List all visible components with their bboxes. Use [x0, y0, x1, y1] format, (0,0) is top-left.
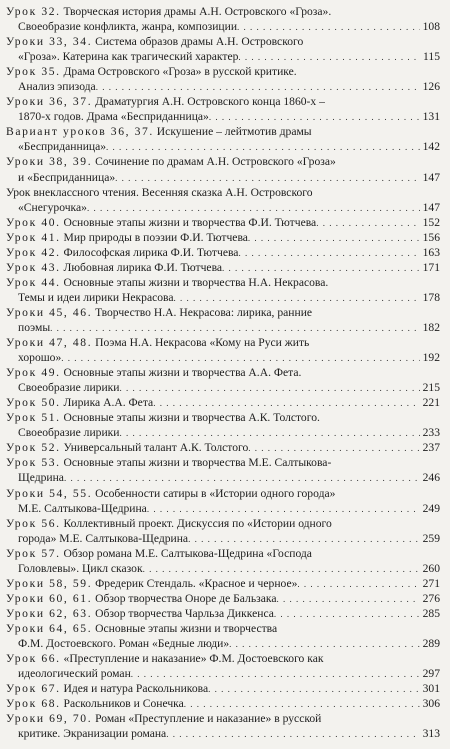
page-number: 108	[422, 20, 440, 34]
page-number: 260	[422, 561, 440, 575]
toc-entry	[6, 4, 440, 34]
page-number: 276	[422, 591, 440, 605]
toc-title-text: идеологический роман	[18, 667, 131, 681]
toc-title-text: Ф.М. Достоевского. Роман «Бедные люди»	[18, 636, 230, 650]
toc-line	[6, 260, 440, 275]
leader-dots	[229, 636, 420, 651]
toc-line	[6, 94, 440, 109]
toc-line	[6, 4, 440, 19]
toc-title-text: Раскольников и Сонечка	[63, 697, 184, 711]
lesson-label: Урок 53.	[6, 456, 61, 470]
toc-line	[6, 109, 440, 124]
lesson-label: Урок 32.	[6, 5, 61, 18]
toc-title-text: города» М.Е. Салтыкова-Щедрина	[18, 531, 189, 545]
toc-line	[6, 576, 440, 591]
toc-line	[6, 380, 440, 395]
toc-line	[6, 410, 440, 425]
toc-line	[6, 591, 440, 606]
toc-entry	[6, 365, 440, 395]
toc-entry	[6, 124, 440, 154]
toc-entry	[6, 651, 440, 681]
page-number: 313	[422, 727, 440, 741]
lesson-label: Урок 41.	[6, 230, 61, 244]
lesson-label: Урок 49.	[6, 366, 61, 380]
leader-dots	[87, 200, 420, 215]
toc-entry	[6, 395, 440, 410]
lesson-label: Уроки 38, 39.	[6, 155, 93, 169]
toc-entry	[6, 154, 440, 184]
toc-line	[6, 470, 440, 485]
leader-dots	[274, 606, 420, 621]
leader-dots	[153, 395, 420, 410]
toc-line	[6, 501, 440, 516]
toc-line	[6, 49, 440, 64]
page-number: 249	[422, 501, 440, 515]
toc-entry	[6, 606, 440, 621]
toc-line	[6, 486, 440, 501]
toc-entry	[6, 335, 440, 365]
toc-title-text: Поэма Н.А. Некрасова «Кому на Руси жить	[95, 336, 310, 350]
lesson-label: Урок 66.	[6, 652, 61, 666]
toc-title-text: «Гроза». Катерина как трагический характер	[18, 50, 239, 64]
toc-title-text: Философская лирика Ф.И. Тютчева	[63, 245, 239, 259]
toc-title-text: Обзор творчества Чарльза Диккенса	[95, 606, 274, 620]
lesson-label: Уроки 33, 34.	[6, 35, 93, 49]
toc-entry	[6, 591, 440, 606]
leader-dots	[238, 245, 420, 260]
lesson-label: Урок 35.	[6, 65, 61, 79]
lesson-label: Урок 68.	[6, 697, 61, 711]
toc-entry	[6, 576, 440, 591]
lesson-label: Уроки 62, 63.	[6, 606, 93, 620]
toc-title-text: Обзор романа М.Е. Салтыкова-Щедрина «Господа	[63, 546, 312, 560]
toc-line	[6, 320, 440, 335]
toc-line	[6, 711, 440, 726]
toc-entry	[6, 516, 440, 546]
toc-title-text: Роман «Преступление и наказание» в русской	[95, 712, 322, 726]
page-number: 126	[422, 80, 440, 94]
lesson-label: Уроки 58, 59.	[6, 576, 93, 590]
toc-title-text: Основные этапы жизни и творчества М.Е. Салтыкова-	[63, 456, 332, 470]
page-number: 289	[422, 636, 440, 650]
leader-dots	[120, 380, 420, 395]
page-number: 259	[422, 531, 440, 545]
toc-title-text: Анализ эпизода	[18, 80, 96, 94]
toc-title-text: Щедрина	[18, 471, 64, 485]
page-number: 147	[422, 170, 440, 184]
page-number: 297	[422, 667, 440, 681]
page-number: 221	[422, 396, 440, 410]
toc-title-text: Особенности сатиры в «Истории одного города»	[95, 486, 336, 500]
toc-entry	[6, 681, 440, 696]
toc-title-text: «Преступление и наказание» Ф.М. Достоевского как	[63, 652, 324, 666]
lesson-label: Урок 51.	[6, 411, 61, 425]
toc-title-text: хорошо»	[18, 351, 62, 365]
leader-dots	[131, 666, 420, 681]
lesson-label: Урок 42.	[6, 245, 61, 259]
lesson-label: Уроки 47, 48.	[6, 336, 93, 350]
page-number: 233	[422, 426, 440, 440]
toc-title-text: Творческая история драмы А.Н. Островского «Гроза».	[63, 5, 332, 18]
page-number: 115	[423, 50, 440, 64]
page-number: 147	[422, 200, 440, 214]
toc-entry	[6, 230, 440, 245]
page-number: 171	[422, 260, 440, 274]
toc-line	[6, 666, 440, 681]
toc-title-text: Сочинение по драмам А.Н. Островского «Гроза»	[95, 155, 336, 169]
leader-dots	[316, 215, 420, 230]
toc-line	[6, 139, 440, 154]
toc-entry	[6, 305, 440, 335]
toc-line	[6, 19, 440, 34]
toc-entry	[6, 275, 440, 305]
lesson-label: Урок 57.	[6, 546, 61, 560]
leader-dots	[222, 260, 420, 275]
toc-line	[6, 531, 440, 546]
lesson-label: Уроки 64, 65.	[6, 621, 93, 635]
page-number: 131	[422, 110, 440, 124]
toc-title-text: Драма Островского «Гроза» в русской критике.	[63, 65, 297, 79]
lesson-label: Урок 52.	[6, 441, 61, 455]
toc-entry	[6, 260, 440, 275]
leader-dots	[237, 19, 420, 34]
toc-line	[6, 621, 440, 636]
toc-line	[6, 154, 440, 169]
toc-title-text: «Бесприданница»	[18, 140, 107, 154]
toc-entry	[6, 215, 440, 230]
leader-dots	[50, 320, 420, 335]
toc-entry	[6, 410, 440, 440]
toc-entry	[6, 440, 440, 455]
lesson-label: Урок 67.	[6, 682, 61, 696]
toc-title-text: Обзор творчества Оноре де Бальзака	[95, 591, 277, 605]
page-number: 237	[422, 441, 440, 455]
lesson-label: Уроки 60, 61.	[6, 591, 93, 605]
toc-title-text: Идея и натура Раскольникова	[63, 682, 209, 696]
page-number: 271	[422, 576, 440, 590]
page-number: 285	[422, 606, 440, 620]
toc-entry	[6, 711, 440, 741]
toc-title-text: М.Е. Салтыкова-Щедрина	[18, 501, 147, 515]
leader-dots	[208, 681, 420, 696]
leader-dots	[166, 726, 420, 741]
leader-dots	[209, 109, 420, 124]
leader-dots	[188, 531, 420, 546]
toc-line	[6, 290, 440, 305]
leader-dots	[147, 501, 420, 516]
lesson-label: Уроки 45, 46.	[6, 305, 93, 319]
leader-dots	[184, 696, 420, 711]
leader-dots	[61, 350, 420, 365]
toc-entry	[6, 486, 440, 516]
toc-line	[6, 726, 440, 741]
toc-line	[6, 185, 440, 200]
page-number: 215	[422, 381, 440, 395]
leader-dots	[96, 79, 420, 94]
toc-line	[6, 440, 440, 455]
toc-line	[6, 34, 440, 49]
toc-entry	[6, 34, 440, 64]
toc-line	[6, 350, 440, 365]
toc-line	[6, 546, 440, 561]
toc-line	[6, 606, 440, 621]
lesson-label: Урок 56.	[6, 516, 61, 530]
toc-title-text: 1870-х годов. Драма «Бесприданница»	[18, 110, 209, 124]
leader-dots	[143, 561, 420, 576]
lesson-label: Уроки 54, 55.	[6, 486, 93, 500]
toc-line	[6, 305, 440, 320]
page-number: 301	[422, 682, 440, 696]
toc-line	[6, 275, 440, 290]
toc-line	[6, 455, 440, 470]
toc-title-text: поэмы	[18, 320, 51, 334]
toc-title-text: Основные этапы жизни и творчества	[95, 621, 278, 635]
page-number: 306	[422, 697, 440, 711]
lesson-label: Вариант уроков 36, 37.	[6, 125, 154, 139]
toc-entry	[6, 621, 440, 651]
toc-line	[6, 425, 440, 440]
toc-title-text: Основные этапы жизни и творчества Ф.И. Тютчева	[63, 215, 317, 229]
toc-title-text: Головлевы». Цикл сказок	[18, 561, 143, 575]
lesson-label: Уроки 69, 70.	[6, 712, 93, 726]
page-number: 152	[422, 215, 440, 229]
page-number: 142	[422, 140, 440, 154]
page-number: 246	[422, 471, 440, 485]
toc-title-text: критике. Экранизации романа	[18, 727, 167, 741]
toc-title-text: Драматургия А.Н. Островского конца 1860-х –	[95, 95, 325, 109]
toc-title-text: Основные этапы жизни и творчества Н.А. Некрасова.	[63, 275, 329, 289]
toc-line	[6, 636, 440, 651]
toc-title-text: Урок внеклассного чтения. Весенняя сказка А.Н. Островского	[6, 185, 313, 199]
lesson-label: Уроки 36, 37.	[6, 95, 93, 109]
toc-title-text: Любовная лирика Ф.И. Тютчева	[63, 260, 223, 274]
lesson-label: Урок 44.	[6, 275, 61, 289]
toc-line	[6, 395, 440, 410]
toc-title-text: Основные этапы жизни и творчества А.А. Фета.	[63, 366, 302, 380]
leader-dots	[174, 290, 421, 305]
page-number: 192	[422, 351, 440, 365]
toc-title-text: «Снегурочка»	[18, 200, 87, 214]
lesson-label: Урок 50.	[6, 396, 61, 410]
toc-title-text: и «Бесприданница»	[18, 170, 116, 184]
toc-entry	[6, 94, 440, 124]
toc-title-text: Коллективный проект. Дискуссия по «Истории одного	[63, 516, 332, 530]
toc-title-text: Система образов драмы А.Н. Островского	[95, 35, 304, 49]
toc-line	[6, 170, 440, 185]
toc-title-text: Универсальный талант А.К. Толстого	[63, 441, 249, 455]
lesson-label: Урок 40.	[6, 215, 61, 229]
leader-dots	[276, 591, 420, 606]
toc-line	[6, 651, 440, 666]
toc-line	[6, 200, 440, 215]
leader-dots	[238, 49, 420, 64]
toc-title-text: Основные этапы жизни и творчества А.К. Толстого.	[63, 411, 320, 425]
toc-line	[6, 124, 440, 139]
toc-line	[6, 516, 440, 531]
leader-dots	[106, 139, 420, 154]
leader-dots	[248, 230, 420, 245]
toc-title-text: Своеобразие конфликта, жанра, композиции	[18, 20, 238, 34]
toc-title-text: Темы и идеи лирики Некрасова	[18, 290, 174, 304]
toc-title-text: Творчество Н.А. Некрасова: лирика, ранние	[95, 305, 313, 319]
leader-dots	[297, 576, 420, 591]
toc-line	[6, 696, 440, 711]
toc-line	[6, 64, 440, 79]
page-number: 163	[422, 245, 440, 259]
toc-title-text: Фредерик Стендаль. «Красное и черное»	[95, 576, 298, 590]
page-number: 182	[422, 320, 440, 334]
toc-entry	[6, 64, 440, 94]
toc-line	[6, 335, 440, 350]
toc-line	[6, 215, 440, 230]
page-number: 178	[422, 290, 440, 304]
toc-entry	[6, 185, 440, 215]
toc-title-text: Искушение – лейтмотив драмы	[156, 125, 312, 139]
toc-line	[6, 230, 440, 245]
leader-dots	[64, 470, 420, 485]
toc-line	[6, 245, 440, 260]
toc-line	[6, 681, 440, 696]
page-number: 156	[422, 230, 440, 244]
toc-entry	[6, 455, 440, 485]
leader-dots	[120, 425, 420, 440]
toc-entry	[6, 696, 440, 711]
toc-title-text: Своеобразие лирики	[18, 381, 120, 395]
toc-line	[6, 79, 440, 94]
toc-entry	[6, 546, 440, 576]
toc-line	[6, 561, 440, 576]
lesson-label: Урок 43.	[6, 260, 61, 274]
leader-dots	[248, 440, 420, 455]
toc-title-text: Мир природы в поэзии Ф.И. Тютчева	[63, 230, 248, 244]
toc-entry	[6, 245, 440, 260]
toc-title-text: Лирика А.А. Фета	[63, 396, 154, 410]
toc-line	[6, 365, 440, 380]
toc-title-text: Своеобразие лирики	[18, 426, 120, 440]
leader-dots	[115, 170, 420, 185]
